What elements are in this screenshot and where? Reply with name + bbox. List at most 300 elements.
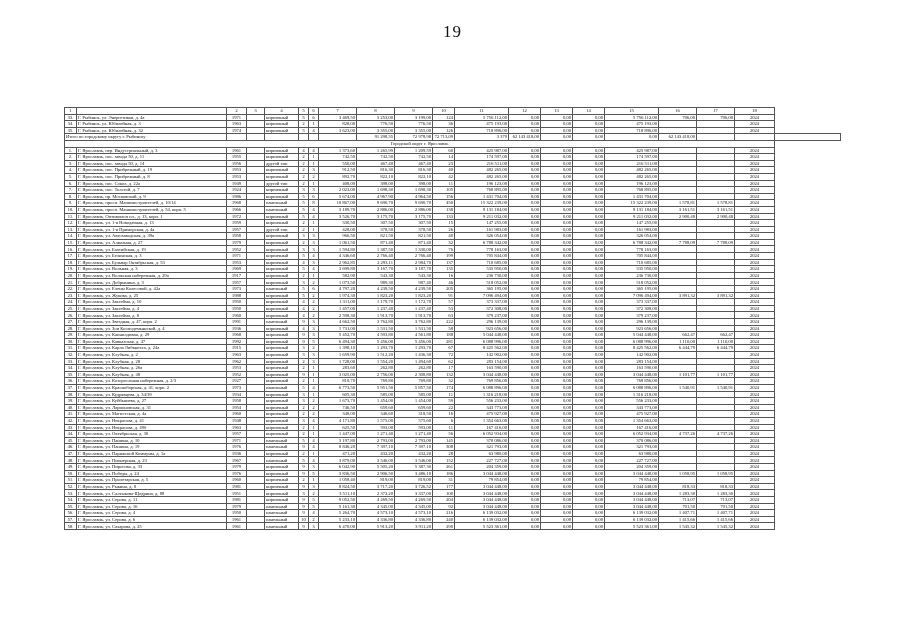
table-cell: 3 891,32 [697,292,735,299]
table-cell: 4 573,10 [395,510,433,517]
table-cell: 4 [299,259,309,266]
table-cell: 0,00 [573,259,605,266]
table-cell [247,464,265,471]
table-cell: 3 762,80 [395,319,433,326]
table-cell: 2 [309,404,319,411]
table-cell: 1 373,60 [319,147,357,154]
table-cell: Г. Ярославль, ул. Победы, д. 24 [77,470,227,477]
table-cell: 0,00 [541,424,573,431]
table-cell: 5 [299,114,309,121]
table-cell [659,160,697,167]
table-cell: 0,00 [573,299,605,306]
table-cell [659,365,697,372]
table-cell: 2 [299,404,309,411]
table-cell: 0,00 [573,193,605,200]
table-cell: 701,50 [659,503,697,510]
table-cell: 14. [65,233,77,240]
table-cell: 1 398,10 [319,345,357,352]
table-cell: 283 154,00 [455,358,509,365]
table-cell: 4 [299,299,309,306]
table-cell: 2024 [735,200,775,207]
table-cell: Г. Ярославль, ул. Добрынина, д. 3 [77,279,227,286]
table-cell: кирпичный [265,358,299,365]
table-row [65,305,841,312]
table-cell: 0,00 [541,477,573,484]
table-cell: 152 [433,457,455,464]
table-cell [697,457,735,464]
table-cell: 343 773,00 [455,404,509,411]
table-cell: кирпичный [265,391,299,398]
table-cell: 205 [433,286,455,293]
table-cell: 3 699,80 [319,266,357,273]
table-cell: Г. Ярославль, ул. Закгейма, д. 4 [77,305,227,312]
table-cell [697,220,735,227]
table-cell: панельный [265,319,299,326]
table-cell: 2024 [735,226,775,233]
table-cell: 4 [309,444,319,451]
table-cell: 1974 [227,127,247,134]
table-cell: 186 [433,470,455,477]
table-cell: Г. Ярославль, ул. Пролетарская, д. 5 [77,477,227,484]
table-cell: 4 964,50 [395,193,433,200]
table-cell: 2024 [735,371,775,378]
table-cell: 40 [433,167,455,174]
table-cell: Г. Ярославль, ул. Зои Космодемьянской, д. 4 [77,325,227,332]
table-cell: 1 531,50 [395,325,433,332]
table-cell [697,127,735,134]
table-cell: 4 171,80 [319,417,357,424]
table-cell: 5 [299,253,309,260]
table-cell: 3 189,70 [319,206,357,213]
table-cell: 1951 [227,490,247,497]
table-cell: 1 311,00 [319,299,357,306]
table-cell [247,417,265,424]
table-cell [247,233,265,240]
table-cell: 6 788 342,00 [605,239,659,246]
table-cell: 0,00 [541,127,573,134]
table-cell: 3 [299,187,309,194]
table-row [65,345,841,352]
table-cell: 0,00 [509,121,541,128]
table-cell [659,253,697,260]
table-cell: 819,00 [357,477,395,484]
table-cell: 11 [433,424,455,431]
table-cell: 0,00 [573,266,605,273]
table-cell: 1 913,70 [395,312,433,319]
table-cell: 147 255,00 [455,220,509,227]
table-cell: 2024 [735,253,775,260]
table-cell: 3. [65,160,77,167]
table-cell: 307,50 [395,220,433,227]
table-cell: 13. [65,226,77,233]
table-cell: 46 [433,279,455,286]
table-cell: 768 895,00 [455,187,509,194]
table-cell: 2 [309,312,319,319]
table-cell: панельный [265,457,299,464]
table-cell: 4 737,26 [659,431,697,438]
table-cell: 2024 [735,338,775,345]
table-cell: 1 698,30 [357,187,395,194]
table-cell: 1 [309,477,319,484]
table-cell: 585,00 [357,391,395,398]
table-row [65,173,841,180]
table-cell: 9 [299,444,309,451]
table-cell: 1 554,20 [357,358,395,365]
table-cell: 1 [309,154,319,161]
table-cell: 132 [433,371,455,378]
table-cell: 701,50 [697,503,735,510]
table-cell: 0,00 [541,464,573,471]
table-cell: 4 [299,147,309,154]
table-cell: 1981 [227,497,247,504]
table-cell: 1 974,30 [319,292,357,299]
table-cell: 768 895,00 [605,187,659,194]
table-cell: 283 154,00 [605,358,659,365]
table-cell: 3 [309,259,319,266]
table-cell: 0,00 [509,404,541,411]
table-cell: 0,00 [509,193,541,200]
table-cell: 450 [433,200,455,207]
table-cell: 156 [433,193,455,200]
table-cell: 2 023,00 [319,187,357,194]
table-cell: 4 967,90 [357,193,395,200]
table-cell: Г. Ярославль, ул. 1-я Новодачная, д. 13 [77,220,227,227]
table-cell: 1968 [227,332,247,339]
table-cell: 0,00 [509,325,541,332]
table-cell: 593,00 [357,424,395,431]
table-row [65,497,841,504]
table-cell: 1 387,50 [357,246,395,253]
table-cell: 4 [309,417,319,424]
table-cell: 2 293,11 [357,259,395,266]
table-cell [247,127,265,134]
table-cell: 133 [433,213,455,220]
table-cell: 1981 [227,483,247,490]
table-row [65,325,841,332]
table-cell: 216 511,00 [455,160,509,167]
table-cell: 1 594,80 [319,246,357,253]
table-cell: 1948 [227,417,247,424]
table-cell: 2 [299,180,309,187]
table-cell: 2024 [735,332,775,339]
table-cell: 0,00 [509,437,541,444]
table-cell: 138 [433,206,455,213]
table-cell: 6 [433,417,455,424]
table-cell: 1936 [227,450,247,457]
table-cell: 2024 [735,351,775,358]
table-cell: 2024 [735,457,775,464]
table-cell: кирпичный [265,332,299,339]
table-cell: 0,00 [509,351,541,358]
table-cell: 3 623,00 [319,127,357,134]
table-cell: Г. Ярославль, ул. Рыкина, д. 8 [77,483,227,490]
table-cell: 9 690,70 [357,200,395,207]
table-cell: кирпичный [265,193,299,200]
table-cell: 37. [65,384,77,391]
table-cell: 3 891,32 [659,292,697,299]
table-cell: Г. Ярославль, пр. Московский, д. 9 [77,193,227,200]
table-cell: 1 237,40 [395,305,433,312]
table-cell: 0,00 [573,187,605,194]
table-cell: 3 161,51 [659,206,697,213]
table-cell: 923 656,00 [605,325,659,332]
table-cell: 0,00 [573,160,605,167]
table-cell: 0,00 [541,450,573,457]
table-cell: 4 [309,384,319,391]
table-cell: 188 [433,332,455,339]
column-number-cell: 2 [227,108,247,115]
table-cell: 0,00 [509,464,541,471]
table-cell: 923 656,00 [455,325,509,332]
table-cell: кирпичный [265,220,299,227]
table-cell: 4 [309,253,319,260]
table-cell: 2 [299,431,309,438]
table-cell: 2 900,48 [659,213,697,220]
table-cell: 5 951,50 [357,384,395,391]
table-cell: 1 457,00 [319,305,357,312]
table-cell: 4 561,80 [395,332,433,339]
table-cell: 216 511,00 [605,160,659,167]
table-cell: 9 [299,332,309,339]
table-cell [697,167,735,174]
table-cell: 0,00 [541,299,573,306]
table-cell: 1 512,20 [357,351,395,358]
table-cell [247,246,265,253]
table-cell: 2 [299,378,309,385]
table-cell: 62 [433,358,455,365]
table-cell [659,299,697,306]
table-cell: 0,00 [541,345,573,352]
table-cell: 0,00 [541,187,573,194]
table-cell: 0,00 [573,200,605,207]
column-number-cell: 7 [319,108,357,115]
table-cell: 2024 [735,424,775,431]
table-cell: 3 [309,523,319,530]
table-cell: 0,00 [541,239,573,246]
table-cell: 0,00 [573,305,605,312]
table-cell: 1934 [227,391,247,398]
table-cell: 0,00 [573,226,605,233]
table-cell: кирпичный [265,497,299,504]
table-cell: 5 452,70 [319,332,357,339]
table-cell: 0,00 [509,312,541,319]
table-cell [247,305,265,312]
table-cell: 34. [65,365,77,372]
table-cell: 0,00 [541,332,573,339]
table-cell: Г. Ярославль, ул. Куйбышева, д. 27 [77,398,227,405]
table-cell: Г. Ярославль, ул. Магистская, д. 4а [77,411,227,418]
table-cell: 0,00 [573,431,605,438]
table-cell: Г. Ярославль, пос. завода 50, д. 14 [77,160,227,167]
table-cell: 4 269,50 [395,497,433,504]
table-cell: 15. [65,239,77,246]
table-cell: 1963 [227,121,247,128]
table-cell: 2 308,80 [395,371,433,378]
table-cell [659,226,697,233]
table-cell: 0,00 [573,319,605,326]
column-number-cell [77,108,227,115]
table-cell: 0,00 [573,338,605,345]
table-cell: 5 [299,437,309,444]
table-cell: 378,50 [395,226,433,233]
table-cell: 0,00 [573,114,605,121]
table-cell: 1 540,91 [697,384,735,391]
table-cell: 346,60 [357,411,395,418]
table-cell: 4 [309,147,319,154]
table-cell: 330,50 [319,220,357,227]
table-cell: кирпичный [265,213,299,220]
table-cell [247,483,265,490]
table-cell: 24. [65,299,77,306]
table-cell: 56. [65,510,77,517]
table-cell: 822,10 [357,173,395,180]
table-cell: 1 447,00 [319,431,357,438]
table-cell: 2024 [735,503,775,510]
table-cell: панельный [265,523,299,530]
table-cell: 2024 [735,325,775,332]
table-cell: 2 [299,424,309,431]
table-cell [247,114,265,121]
table-cell: 36. [65,378,77,385]
table-cell: 475 927,00 [455,411,509,418]
table-cell: 62 143 418,00 [509,134,541,141]
table-cell: 38. [65,391,77,398]
table-cell: 3 546,00 [395,457,433,464]
table-cell: 1973 [227,286,247,293]
table-row [65,147,841,154]
table-cell: 100 [433,490,455,497]
table-cell: 0,00 [509,253,541,260]
table-cell [697,358,735,365]
table-cell: 1 061,50 [319,239,357,246]
table-cell [697,477,735,484]
table-cell: 0,00 [541,457,573,464]
table-cell: 11 [433,391,455,398]
column-number-cell: 4 [265,108,299,115]
table-cell: 76 [433,246,455,253]
table-cell [697,411,735,418]
table-cell: 45. [65,437,77,444]
table-cell: 0,00 [541,173,573,180]
table-cell: другой тип [265,226,299,233]
table-cell: 2 756,00 [357,371,395,378]
table-cell: 4 269,50 [357,497,395,504]
table-cell: 2 598,30 [319,312,357,319]
table-cell: 1961 [227,516,247,523]
table-cell: 296 139,00 [455,319,509,326]
table-cell [697,391,735,398]
table-row [65,444,841,451]
table-cell: 1 073,50 [319,279,357,286]
table-cell: 0,00 [541,483,573,490]
table-cell: 5 [309,338,319,345]
table-cell: 2 886,00 [395,206,433,213]
table-cell: 662,47 [697,332,735,339]
table-cell: 3 [299,345,309,352]
table-cell: 174 597,00 [455,154,509,161]
table-cell: 0,00 [509,391,541,398]
table-cell: 1 494,60 [395,358,433,365]
table-cell: 0,00 [541,338,573,345]
table-cell: 0,00 [509,160,541,167]
table-cell: кирпичный [265,464,299,471]
table-cell: 1960 [227,477,247,484]
table-cell: 19. [65,266,77,273]
table-cell [247,272,265,279]
table-cell: 372 308,00 [605,305,659,312]
table-cell: 6 052 934,00 [605,431,659,438]
table-cell: 5 [299,127,309,134]
table-cell [247,253,265,260]
district-total-label: Итого по городскому округу г. Рыбинску [65,134,227,141]
table-cell: 4 573,10 [357,510,395,517]
table-cell: 2024 [735,286,775,293]
table-cell: 28. [65,325,77,332]
table-cell [247,206,265,213]
table-cell: 1 [309,365,319,372]
table-cell: 2024 [735,147,775,154]
table-cell: 79 854,00 [605,477,659,484]
table-cell: 0,00 [573,464,605,471]
table-cell: 53 [433,305,455,312]
table-cell: 0,00 [573,497,605,504]
table-cell: 3 [299,391,309,398]
table-row [65,206,841,213]
table-cell [697,351,735,358]
table-cell: 1992 [227,338,247,345]
table-cell [659,180,697,187]
table-cell: 9 [299,510,309,517]
table-cell: 1 058,40 [319,477,357,484]
column-number-cell: 6 [309,108,319,115]
table-cell: 3 044 448,00 [605,503,659,510]
table-cell [697,286,735,293]
table-cell [659,279,697,286]
table-cell: 3 175,70 [395,213,433,220]
table-cell [247,490,265,497]
table-cell: 0,00 [509,154,541,161]
table-cell: кирпичный [265,477,299,484]
table-cell: 1 110,00 [659,338,697,345]
table-cell: 5 756 112,00 [455,114,509,121]
table-cell: 2 [309,292,319,299]
table-cell: 0,00 [573,180,605,187]
table-cell: 1917 [227,272,247,279]
table-cell: 0,00 [509,411,541,418]
table-cell: 6 444,79 [659,345,697,352]
table-cell: 2024 [735,154,775,161]
table-cell: 1957 [227,226,247,233]
table-cell: 425 987,00 [605,147,659,154]
table-cell: 0,00 [509,299,541,306]
table-cell: 550,00 [319,160,357,167]
table-cell: 167 416,00 [605,424,659,431]
table-cell: Г. Ярославль, ул. Которосльная набережная, д. 2/3 [77,378,227,385]
table-cell [697,272,735,279]
table-cell: 816,30 [395,167,433,174]
table-cell: 0,00 [573,332,605,339]
table-cell: 7. [65,187,77,194]
table-cell: 59 [433,398,455,405]
table-cell: 0,00 [509,332,541,339]
table-cell: 9 [299,338,309,345]
table-row [65,200,841,207]
table-cell: 6 494,30 [319,338,357,345]
table-cell: 1. [65,147,77,154]
table-cell: 3 [309,187,319,194]
table-cell: 6 088 896,00 [605,384,659,391]
table-cell: 2 [299,358,309,365]
